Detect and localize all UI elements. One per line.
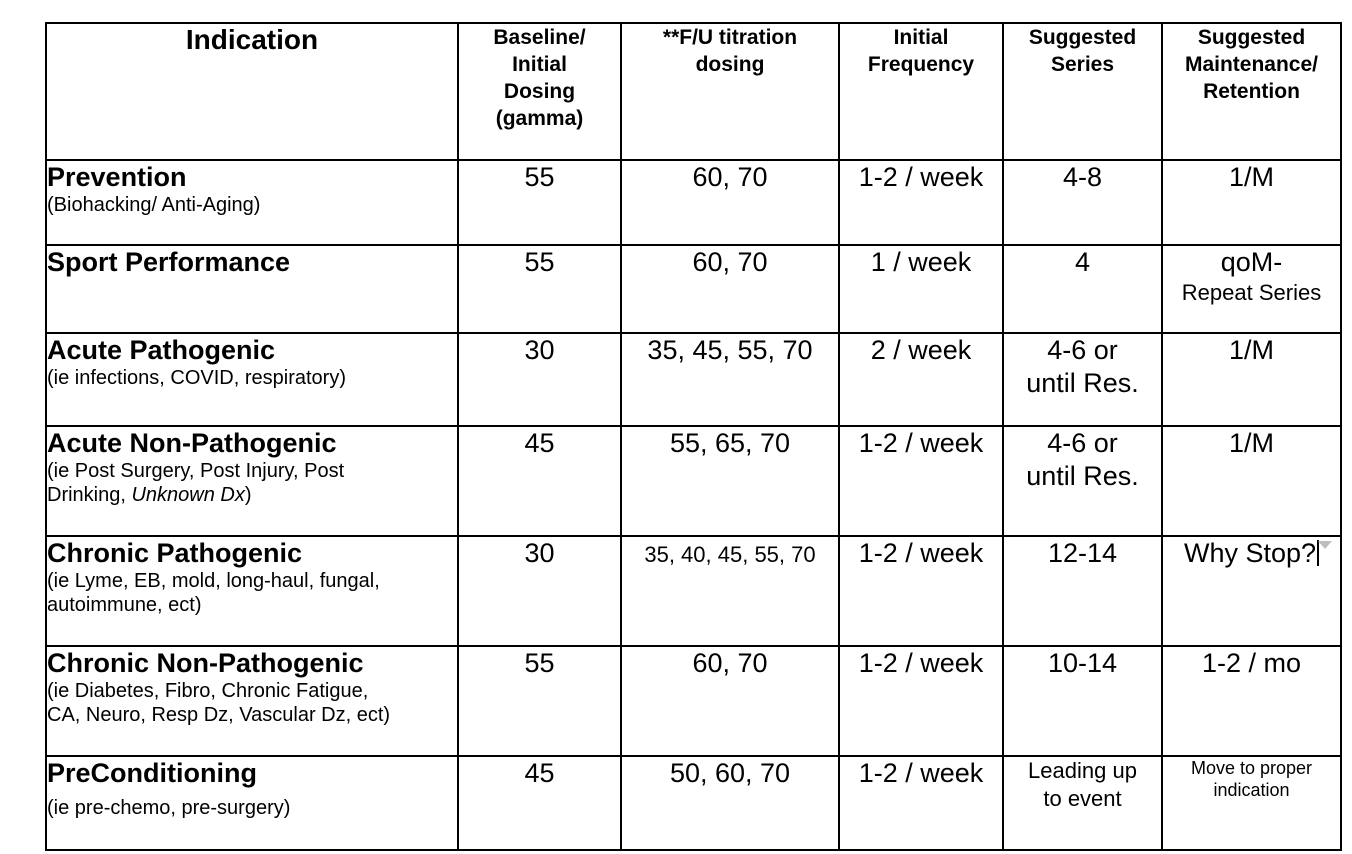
maintenance-cell: qoM- Repeat Series [1162,245,1341,333]
indication-name: Chronic Non-Pathogenic [47,648,364,678]
baseline-cell: 55 [458,245,621,333]
indication-examples: (ie Post Surgery, Post Injury, Post [47,460,345,482]
indication-examples: (Biohacking/ Anti-Aging) [47,194,261,216]
table-row [46,646,1341,756]
table-row [46,160,1341,245]
indication-name: PreConditioning [47,758,257,788]
indication-name: Chronic Pathogenic [47,538,303,568]
frequency-cell: 1 / week [839,245,1003,333]
maintenance-cell: 1-2 / mo [1162,646,1341,756]
table-row [46,245,1341,333]
maintenance-cell: 1/M [1162,333,1341,426]
baseline-cell: 30 [458,333,621,426]
indication-name: Acute Non-Pathogenic [47,428,337,458]
header-indication: Indication [46,23,458,160]
series-cell: Leading up to event [1003,756,1162,850]
table-row [46,756,1341,850]
titration-cell: 35, 40, 45, 55, 70 [621,536,839,646]
indication-examples: (ie pre-chemo, pre-surgery) [47,797,291,819]
indication-cell [46,333,458,426]
indication-cell [46,245,458,333]
header-row [46,23,1341,160]
titration-cell: 60, 70 [621,646,839,756]
series-cell: 4 [1003,245,1162,333]
frequency-cell: 1-2 / week [839,536,1003,646]
baseline-cell: 45 [458,756,621,850]
series-cell: 12-14 [1003,536,1162,646]
indication-cell [46,646,458,756]
frequency-cell: 1-2 / week [839,160,1003,245]
titration-cell: 60, 70 [621,160,839,245]
series-cell: 4-8 [1003,160,1162,245]
indication-cell [46,426,458,536]
indication-examples: (ie Diabetes, Fibro, Chronic Fatigue, [47,680,369,702]
indication-name: Acute Pathogenic [47,335,276,365]
table-row [46,333,1341,426]
baseline-cell: 30 [458,536,621,646]
table-row [46,536,1341,646]
titration-cell: 50, 60, 70 [621,756,839,850]
maintenance-note: Repeat Series [1181,280,1322,305]
baseline-cell: 45 [458,426,621,536]
header-suggested-maintenance: Suggested Maintenance/ Retention [1162,23,1341,160]
header-suggested-series: Suggested Series [1003,23,1162,160]
indication-name: Prevention [47,162,187,192]
titration-cell: 35, 45, 55, 70 [621,333,839,426]
indication-name: Sport Performance [47,247,291,277]
maintenance-cell: Move to proper indication [1162,756,1341,850]
header-initial-frequency: Initial Frequency [839,23,1003,160]
table-row [46,426,1341,536]
header-titration-dosing: **F/U titration dosing [621,23,839,160]
series-cell: 4-6 or until Res. [1003,333,1162,426]
series-cell: 10-14 [1003,646,1162,756]
indication-examples-cont: autoimmune, ect) [47,594,202,616]
maintenance-cell[interactable]: Why Stop? [1162,536,1341,646]
series-cell: 4-6 or until Res. [1003,426,1162,536]
baseline-cell: 55 [458,160,621,245]
frequency-cell: 2 / week [839,333,1003,426]
header-baseline-dosing: Baseline/ Initial Dosing (gamma) [458,23,621,160]
indication-cell [46,756,458,850]
indication-examples-cont: CA, Neuro, Resp Dz, Vascular Dz, ect) [47,704,391,726]
dosing-table [45,22,1342,851]
indication-examples: (ie infections, COVID, respiratory) [47,367,346,389]
titration-cell: 60, 70 [621,245,839,333]
frequency-cell: 1-2 / week [839,646,1003,756]
dropdown-arrow-icon[interactable] [1318,541,1332,549]
indication-cell [46,160,458,245]
baseline-cell: 55 [458,646,621,756]
indication-cell [46,536,458,646]
indication-examples: (ie Lyme, EB, mold, long-haul, fungal, [47,570,380,592]
frequency-cell: 1-2 / week [839,426,1003,536]
maintenance-cell: 1/M [1162,426,1341,536]
titration-cell: 55, 65, 70 [621,426,839,536]
frequency-cell: 1-2 / week [839,756,1003,850]
indication-examples-cont: Drinking, Unknown Dx) [47,484,252,506]
maintenance-cell: 1/M [1162,160,1341,245]
